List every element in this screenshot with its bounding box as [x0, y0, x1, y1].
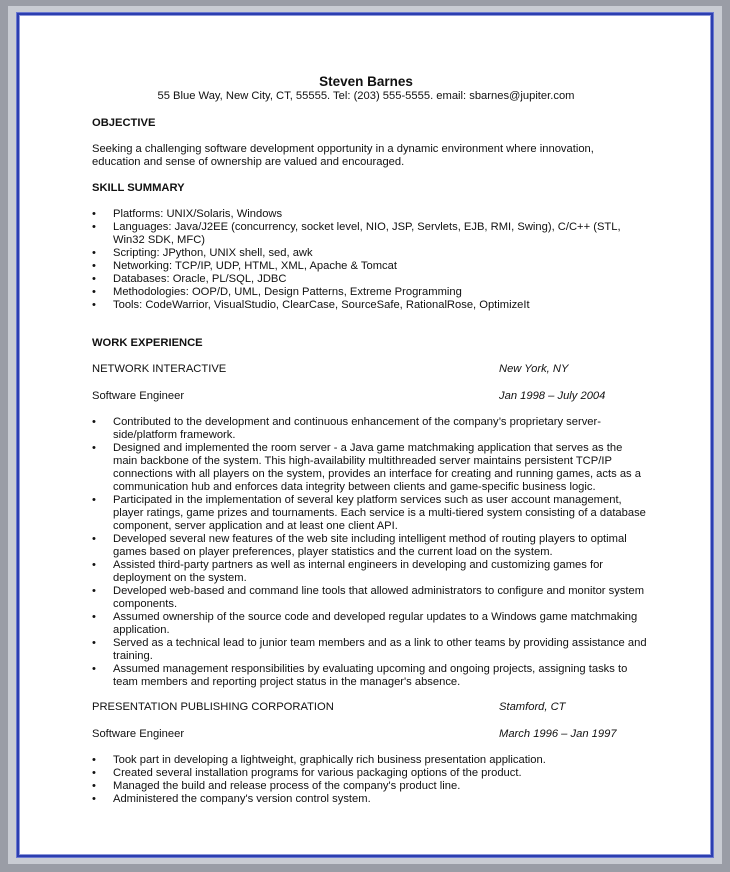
- candidate-name: Steven Barnes: [319, 74, 413, 89]
- list-item: • Designed and implemented the room server - a Java game matchmaking application that serves as the main backbone of the system. This high-availability multithreaded server maintains persistent TCP/IP connections with all players on the system, provides an interface for creating and running games, acts as a communication hub and enforces data integrity between clients and game-specific business logic.: [92, 442, 647, 494]
- contact-line: 55 Blue Way, New City, CT, 55555. Tel: (203) 555-5555. email: sbarnes@jupiter.com: [157, 90, 575, 102]
- list-item: • Contributed to the development and continuous enhancement of the company’s proprietary server-side/platform framework.: [92, 416, 647, 442]
- list-item: • Platforms: UNIX/Solaris, Windows: [92, 208, 637, 221]
- list-item: • Languages: Java/J2EE (concurrency, socket level, NIO, JSP, Servlets, EJB, RMI, Swing), C/C++ (STL, Win32 SDK, MFC): [92, 221, 637, 247]
- list-item: • Assumed ownership of the source code and developed regular updates to a Windows game matchmaking application.: [92, 611, 647, 637]
- list-item: • Served as a technical lead to junior team members and as a link to other teams by providing assistance and training.: [92, 637, 647, 663]
- experience-heading: WORK EXPERIENCE: [92, 337, 203, 349]
- skills-list: [92, 208, 637, 312]
- list-item: • Networking: TCP/IP, UDP, HTML, XML, Apache & Tomcat: [92, 260, 637, 273]
- job-role: Software Engineer: [92, 390, 185, 402]
- job-dates: Jan 1998 – July 2004: [499, 390, 606, 402]
- job-dates: March 1996 – Jan 1997: [499, 728, 617, 740]
- list-item: • Tools: CodeWarrior, VisualStudio, ClearCase, SourceSafe, RationalRose, OptimizeIt: [92, 299, 637, 312]
- list-item: • Developed several new features of the web site including intelligent method of routing players to optimal games based on player preferences, player statistics and the current load on the system.: [92, 533, 647, 559]
- list-item: • Assumed management responsibilities by evaluating upcoming and ongoing projects, assigning tasks to team members and reporting project status in the manager's absence.: [92, 663, 647, 689]
- job-role: Software Engineer: [92, 728, 185, 740]
- list-item: • Managed the build and release process of the company's product line.: [92, 780, 647, 793]
- list-item: • Participated in the implementation of several key platform services such as user account management, player ratings, game prizes and tournaments. Each service is a multi-tiered system consisting of a database component, server application and at least one client API.: [92, 494, 647, 533]
- list-item: • Scripting: JPython, UNIX shell, sed, awk: [92, 247, 637, 260]
- company-name: PRESENTATION PUBLISHING CORPORATION: [92, 701, 334, 713]
- list-item: • Took part in developing a lightweight, graphically rich business presentation application.: [92, 754, 647, 767]
- company-name: NETWORK INTERACTIVE: [92, 363, 227, 375]
- objective-text: Seeking a challenging software development opportunity in a dynamic environment where innovation, education and sense of ownership are valued and encouraged.: [92, 143, 594, 168]
- list-item: • Databases: Oracle, PL/SQL, JDBC: [92, 273, 637, 286]
- list-item: • Administered the company's version control system.: [92, 793, 647, 806]
- list-item: • Created several installation programs for various packaging options of the product.: [92, 767, 647, 780]
- list-item: • Assisted third-party partners as well as internal engineers in developing and customizing games for deployment on the system.: [92, 559, 647, 585]
- list-item: • Methodologies: OOP/D, UML, Design Patterns, Extreme Programming: [92, 286, 637, 299]
- job-location: Stamford, CT: [499, 701, 566, 713]
- job-location: New York, NY: [499, 363, 569, 375]
- job-bullets: [92, 754, 647, 806]
- list-item: • Developed web-based and command line tools that allowed administrators to configure and monitor system components.: [92, 585, 647, 611]
- skills-heading: SKILL SUMMARY: [92, 182, 185, 194]
- objective-heading: OBJECTIVE: [92, 117, 156, 129]
- job-bullets: [92, 416, 647, 689]
- resume-document: [92, 74, 652, 805]
